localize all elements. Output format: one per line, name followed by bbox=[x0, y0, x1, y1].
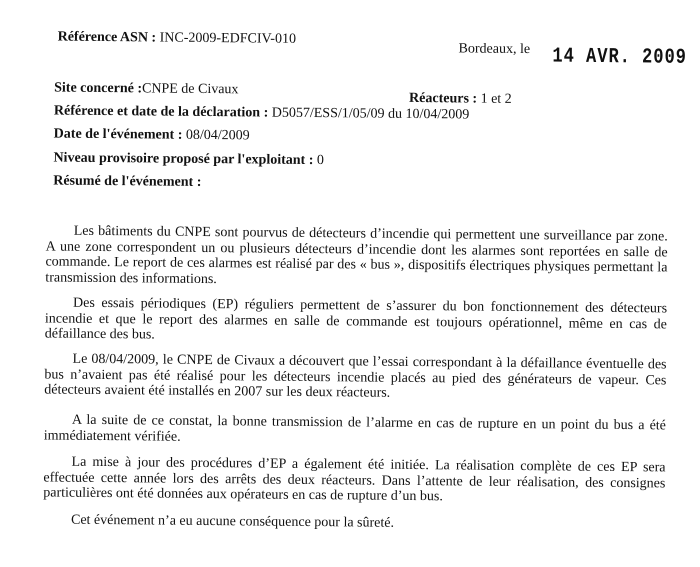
place-label: Bordeaux, le bbox=[458, 41, 531, 58]
paragraph-1-text: Les bâtiments du CNPE sont pourvus de détecteurs d’incendie qui permettent une surveillance par zone. A une zone correspondent un ou plusieurs détecteurs d’incendie dont les alarmes sont reportées en salle de commande. Le report de ces alarmes est réalisé par des « bus », dispositifs électriques physiques permettant la transmission des informations. bbox=[45, 223, 668, 287]
paragraph-6 bbox=[43, 512, 665, 533]
declaration-field bbox=[54, 104, 470, 124]
asn-reference-label: Référence ASN : bbox=[57, 29, 157, 46]
paragraph-4 bbox=[44, 412, 666, 449]
paragraph-5 bbox=[43, 454, 665, 506]
paragraph-6-text: Cet événement n’a eu aucune conséquence pour la sûreté. bbox=[70, 512, 395, 531]
site-value: CNPE de Civaux bbox=[141, 81, 239, 98]
asn-reference-value: INC-2009-EDFCIV-010 bbox=[159, 30, 297, 47]
reactors-value: 1 et 2 bbox=[480, 91, 512, 107]
paragraph-5-text: La mise à jour des procédures d’EP a également été initiée. La réalisation complète de ces EP sera effectuée cette année lors des arrêts des deux réacteurs. Dans l’attente de leur réalisation, des consignes particulières ont été données aux opérateurs en cas de rupture d’un bus. bbox=[43, 454, 666, 505]
declaration-value: D5057/ESS/1/05/09 du 10/04/2009 bbox=[271, 105, 470, 123]
declaration-label: Référence et date de la déclaration : bbox=[53, 103, 269, 121]
site-label: Site concerné : bbox=[54, 80, 143, 97]
summary-heading: Résumé de l'événement : bbox=[53, 173, 202, 190]
reactors-label: Réacteurs : bbox=[409, 90, 478, 107]
event-date-value: 08/04/2009 bbox=[185, 127, 250, 144]
paragraph-3 bbox=[44, 351, 666, 403]
site-field bbox=[54, 81, 238, 99]
level-value: 0 bbox=[316, 153, 324, 169]
asn-reference bbox=[58, 30, 297, 48]
paragraph-2 bbox=[45, 295, 667, 347]
paragraph-4-text: A la suite de ce constat, la bonne transmission de l’alarme en cas de rupture en un point du bus a été immédiatement vérifiée. bbox=[43, 412, 667, 445]
paragraph-1 bbox=[45, 223, 668, 291]
level-field bbox=[53, 151, 324, 170]
paragraph-3-text: Le 08/04/2009, le CNPE de Civaux a découvert que l’essai correspondant à la défaillance éventuelle des bus n’avaient pas été réalisé pour les détecteurs incendie placés au pied des générateurs de vapeur. Ces détecteurs avaient été installés en 2007 sur les deux réacteurs. bbox=[44, 351, 667, 401]
level-label: Niveau provisoire proposé par l'exploitant : bbox=[53, 150, 314, 169]
event-date-label: Date de l'événement : bbox=[53, 126, 183, 143]
event-date-field bbox=[54, 127, 250, 145]
paragraph-2-text: Des essais périodiques (EP) réguliers permettent de s’assurer du bon fonctionnement des détecteurs incendie et que le report des alarmes en salle de commande est toujours opérationnel, même en cas de défaillance des bus. bbox=[44, 295, 668, 343]
reactors-field bbox=[409, 91, 512, 108]
date-stamp: 14 AVR. 2009 bbox=[552, 45, 688, 71]
